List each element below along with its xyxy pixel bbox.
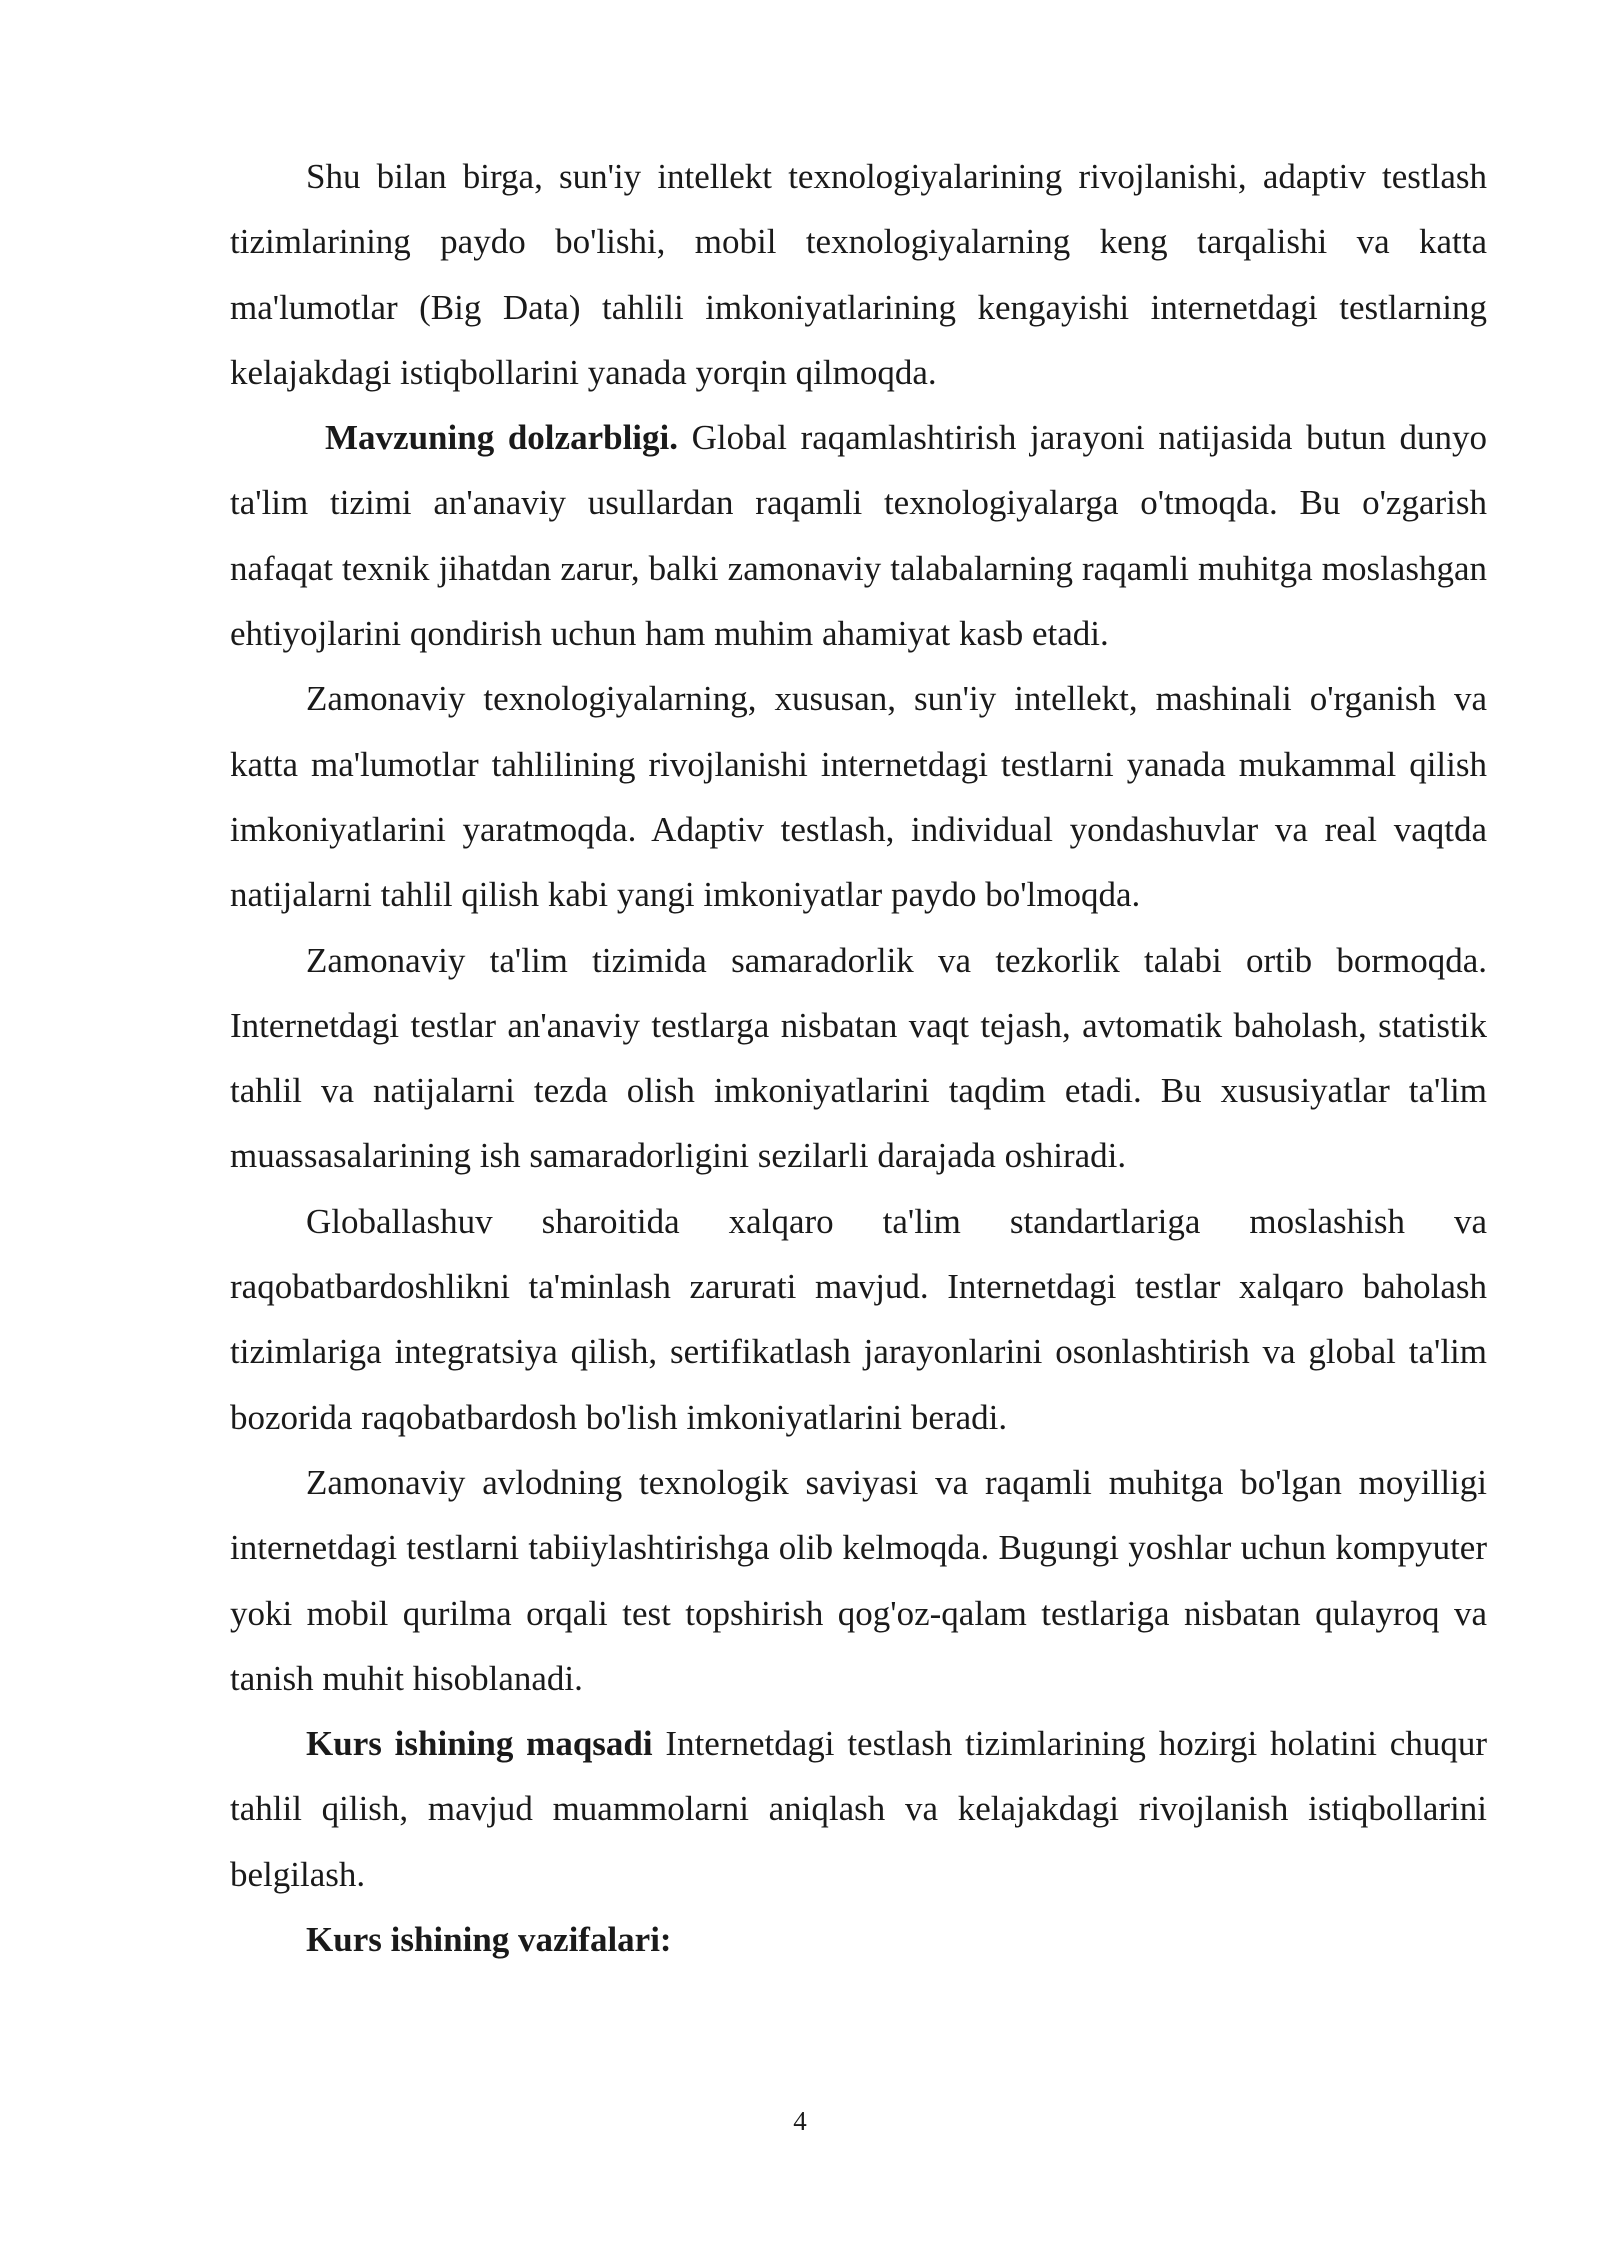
paragraph-lead: Kurs ishining maqsadi bbox=[306, 1724, 653, 1764]
paragraph-relevance bbox=[230, 405, 1487, 666]
paragraph-intro bbox=[230, 144, 1487, 405]
paragraph-text: Zamonaviy texnologiyalarning, xususan, sun'iy intellekt, mashinali o'rganish va katta ma'lumotlar tahlilining rivojlanishi internetdagi testlarni yanada mukammal qilish imkoniyatlarini yaratmoqda. Adaptiv testlash, individual yondashuvlar va real vaqtda natijalarni tahlil qilish kabi yangi imkoniyatlar paydo bo'lmoqda. bbox=[230, 679, 1487, 915]
document-body bbox=[230, 144, 1487, 1972]
paragraph-technologies bbox=[230, 666, 1487, 927]
paragraph-lead: Kurs ishining vazifalari: bbox=[306, 1920, 672, 1960]
paragraph-text: Globallashuv sharoitida xalqaro ta'lim standartlariga moslashish va raqobatbardoshlikni ta'minlash zarurati mavjud. Internetdagi testlar xalqaro baholash tizimlariga integratsiya qilish, sertifikatlash jarayonlarini osonlashtirish va global ta'lim bozorida raqobatbardosh bo'lish imkoniyatlarini beradi. bbox=[230, 1201, 1487, 1437]
paragraph-globalization bbox=[230, 1189, 1487, 1450]
paragraph-text: Zamonaviy avlodning texnologik saviyasi va raqamli muhitga bo'lgan moyilligi internetdagi testlarni tabiiylashtirishga olib kelmoqda. Bugungi yoshlar uchun kompyuter yoki mobil qurilma orqali test topshirish qog'oz-qalam testlariga nisbatan qulayroq va tanish muhit hisoblanadi. bbox=[230, 1462, 1487, 1698]
paragraph-goal bbox=[230, 1711, 1487, 1907]
paragraph-lead: Mavzuning dolzarbligi. bbox=[325, 418, 678, 458]
paragraph-text: Shu bilan birga, sun'iy intellekt texnologiyalarining rivojlanishi, adaptiv testlash tizimlarining paydo bo'lishi, mobil texnologiyalarning keng tarqalishi va katta ma'lumotlar (Big Data) tahlili imkoniyatlarining kengayishi internetdagi testlarning kelajakdagi istiqbollarini yanada yorqin qilmoqda. bbox=[230, 157, 1487, 392]
paragraph-text: Zamonaviy ta'lim tizimida samaradorlik va tezkorlik talabi ortib bormoqda. Internetdagi testlar an'anaviy testlarga nisbatan vaqt tejash, avtomatik baholash, statistik tahlil va natijalarni tezda olish imkoniyatlarini taqdim etadi. Bu xususiyatlar ta'lim muassasalarining ish samaradorligini sezilarli darajada oshiradi. bbox=[230, 940, 1487, 1176]
paragraph-text: Internetdagi testlash tizimlarining hozirgi holatini chuqur tahlil qilish, mavjud muammolarni aniqlash va kelajakdagi rivojlanish istiqbollarini belgilash. bbox=[230, 1724, 1487, 1894]
paragraph-efficiency bbox=[230, 928, 1487, 1189]
paragraph-text: Global raqamlashtirish jarayoni natijasida butun dunyo ta'lim tizimi an'anaviy usullardan raqamli texnologiyalarga o'tmoqda. Bu o'zgarish nafaqat texnik jihatdan zarur, balki zamonaviy talabalarning raqamli muhitga moslashgan ehtiyojlarini qondirish uchun ham muhim ahamiyat kasb etadi. bbox=[230, 418, 1487, 654]
page-number: 4 bbox=[793, 2106, 807, 2136]
paragraph-generation bbox=[230, 1450, 1487, 1711]
paragraph-tasks-heading bbox=[230, 1907, 1487, 1972]
